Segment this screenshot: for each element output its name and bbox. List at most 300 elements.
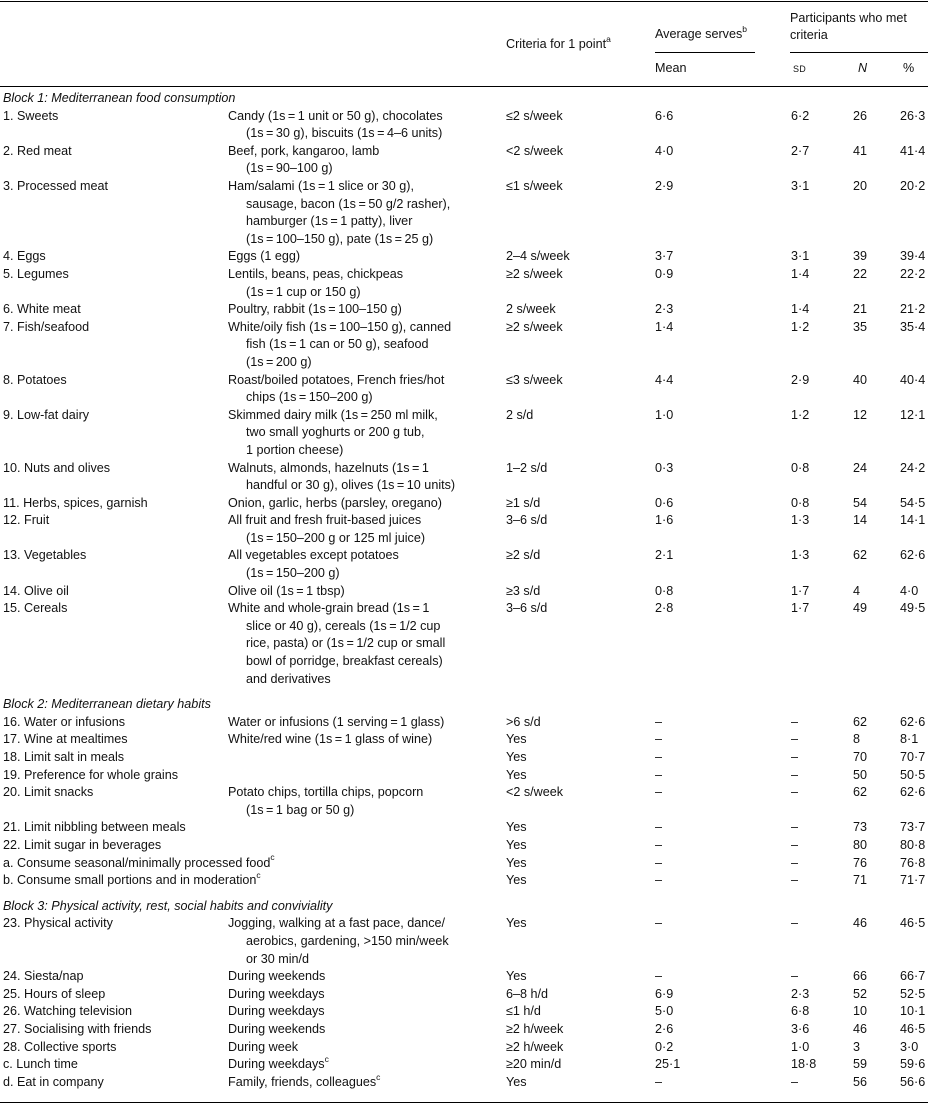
criteria-cell: Yes xyxy=(506,873,527,888)
table-row xyxy=(0,968,928,986)
row-description xyxy=(228,600,498,688)
sd-cell: – xyxy=(791,785,799,800)
criteria-cell: 2–4 s/week xyxy=(506,249,570,264)
row-item-label: 27. Socialising with friends xyxy=(3,1021,152,1036)
sd-cell: 2·3 xyxy=(791,986,810,1001)
mean-cell: – xyxy=(655,1074,663,1089)
mean-cell: – xyxy=(655,785,663,800)
description-line: rice, pasta) or (1s = 1/2 cup or small xyxy=(246,636,446,651)
row-item-label: 5. Legumes xyxy=(3,266,69,281)
mean-cell: – xyxy=(655,873,663,888)
percent-cell: 10·1 xyxy=(900,1004,926,1019)
n-cell: 62 xyxy=(853,548,868,563)
percent-cell: 40·4 xyxy=(900,372,926,387)
mean-cell: 2·9 xyxy=(655,178,674,193)
description-line: Ham/salami (1s = 1 slice or 30 g), xyxy=(228,178,414,193)
description-line: Lentils, beans, peas, chickpeas xyxy=(228,266,404,281)
table-row xyxy=(0,547,928,582)
description-line: Skimmed dairy milk (1s = 250 ml milk, xyxy=(228,407,438,422)
table-row xyxy=(0,749,928,767)
table-row xyxy=(0,301,928,319)
description-line: Family, friends, colleagues$^c$ xyxy=(228,1071,381,1089)
table-row xyxy=(0,583,928,601)
table-row xyxy=(0,872,928,890)
description-line: Eggs (1 egg) xyxy=(228,249,301,264)
row-item-label: 15. Cereals xyxy=(3,601,68,616)
mean-cell: 25·1 xyxy=(655,1057,681,1072)
mean-cell: 1·0 xyxy=(655,407,674,422)
row-item-label: 17. Wine at mealtimes xyxy=(3,732,128,747)
n-cell: 41 xyxy=(853,143,868,158)
table-row xyxy=(0,512,928,547)
mean-cell: 6·9 xyxy=(655,986,674,1001)
row-description xyxy=(228,1021,498,1039)
percent-cell: 4·0 xyxy=(900,583,919,598)
row-description xyxy=(228,1053,498,1074)
row-description xyxy=(228,512,498,547)
mean-cell: 3·7 xyxy=(655,249,674,264)
table-row xyxy=(0,495,928,513)
row-description xyxy=(228,143,498,178)
n-cell: 66 xyxy=(853,969,868,984)
criteria-cell: ≥20 min/d xyxy=(506,1057,562,1072)
sd-cell: – xyxy=(791,820,799,835)
percent-cell: 46·5 xyxy=(900,916,926,931)
row-item-label: 26. Watching television xyxy=(3,1004,133,1019)
sd-cell: – xyxy=(791,838,799,853)
criteria-cell: ≥3 s/d xyxy=(506,583,541,598)
criteria-cell: ≥1 s/d xyxy=(506,495,541,510)
sd-cell: – xyxy=(791,916,799,931)
percent-cell: 62·6 xyxy=(900,548,926,563)
criteria-cell: ≥2 s/week xyxy=(506,319,563,334)
criteria-cell: <2 s/week xyxy=(506,143,564,158)
description-line: bowl of porridge, breakfast cereals) xyxy=(246,654,443,669)
n-cell: 50 xyxy=(853,767,868,782)
row-item-label: 28. Collective sports xyxy=(3,1039,117,1054)
row-item-label: b. Consume small portions and in moderation$^c$ xyxy=(3,870,261,888)
criteria-cell: 6–8 h/d xyxy=(506,986,549,1001)
description-line: Onion, garlic, herbs (parsley, oregano) xyxy=(228,495,442,510)
percent-cell: 59·6 xyxy=(900,1057,926,1072)
row-item-label: 2. Red meat xyxy=(3,143,72,158)
n-cell: 22 xyxy=(853,266,868,281)
row-item-label: d. Eat in company xyxy=(3,1074,104,1089)
percent-cell: 26·3 xyxy=(900,108,926,123)
mean-cell: 1·4 xyxy=(655,319,674,334)
n-cell: 39 xyxy=(853,249,868,264)
participants-rule xyxy=(790,52,928,53)
table-row xyxy=(0,248,928,266)
percent-cell: 39·4 xyxy=(900,249,926,264)
row-description xyxy=(228,986,498,1004)
criteria-cell: ≤3 s/week xyxy=(506,372,563,387)
description-line: or 30 min/d xyxy=(246,951,309,966)
description-line: slice or 40 g), cereals (1s = 1/2 cup xyxy=(246,618,441,633)
mean-cell: 2·8 xyxy=(655,601,674,616)
sd-cell: 18·8 xyxy=(791,1057,817,1072)
row-item-label: 24. Siesta/nap xyxy=(3,969,84,984)
mean-cell: 2·6 xyxy=(655,1021,674,1036)
n-cell: 14 xyxy=(853,513,868,528)
row-description xyxy=(228,547,498,582)
percent-cell: 66·7 xyxy=(900,969,926,984)
sd-cell: – xyxy=(791,969,799,984)
n-cell: 62 xyxy=(853,785,868,800)
table-body xyxy=(0,90,928,1091)
mean-cell: – xyxy=(655,855,663,870)
n-cell: 46 xyxy=(853,1021,868,1036)
mean-cell: – xyxy=(655,838,663,853)
criteria-cell: ≥2 h/week xyxy=(506,1039,564,1054)
table-row xyxy=(0,266,928,301)
row-description xyxy=(228,108,498,143)
header-average-serves: Average serves$^b$ xyxy=(655,23,748,41)
criteria-cell: 3–6 s/d xyxy=(506,601,548,616)
percent-cell: 73·7 xyxy=(900,820,926,835)
n-cell: 12 xyxy=(853,407,868,422)
sd-cell: 3·1 xyxy=(791,178,810,193)
n-cell: 76 xyxy=(853,855,868,870)
row-item-label: 22. Limit sugar in beverages xyxy=(3,838,162,853)
description-line: During weekdays xyxy=(228,1004,325,1019)
row-description xyxy=(228,784,498,819)
percent-cell: 52·5 xyxy=(900,986,926,1001)
table-row xyxy=(0,767,928,785)
row-item-label: 23. Physical activity xyxy=(3,916,113,931)
row-description xyxy=(228,915,498,968)
n-cell: 10 xyxy=(853,1004,868,1019)
percent-cell: 21·2 xyxy=(900,302,926,317)
n-cell: 3 xyxy=(853,1039,861,1054)
row-description xyxy=(228,731,498,749)
row-item-label: 21. Limit nibbling between meals xyxy=(3,820,186,835)
row-item-label: 25. Hours of sleep xyxy=(3,986,106,1001)
mean-cell: – xyxy=(655,732,663,747)
n-cell: 70 xyxy=(853,750,868,765)
percent-cell: 24·2 xyxy=(900,460,926,475)
row-item-label: 3. Processed meat xyxy=(3,178,108,193)
table-row xyxy=(0,1021,928,1039)
sd-cell: – xyxy=(791,855,799,870)
block-title: Block 3: Physical activity, rest, social habits and conviviality xyxy=(3,898,333,913)
description-line: sausage, bacon (1s = 50 g/2 rasher), xyxy=(246,196,451,211)
row-item-label: 16. Water or infusions xyxy=(3,714,126,729)
row-description xyxy=(228,319,498,372)
table-row xyxy=(0,731,928,749)
table-row xyxy=(0,600,928,688)
description-line: handful or 30 g), olives (1s = 10 units) xyxy=(246,478,456,493)
header-participants-line2: criteria xyxy=(790,28,828,42)
description-line: During weekdays xyxy=(228,986,325,1001)
percent-cell: 54·5 xyxy=(900,495,926,510)
sd-cell: 3·6 xyxy=(791,1021,810,1036)
sd-cell: – xyxy=(791,732,799,747)
mean-cell: 6·6 xyxy=(655,108,674,123)
n-cell: 59 xyxy=(853,1057,868,1072)
criteria-cell: 3–6 s/d xyxy=(506,513,548,528)
table-row xyxy=(0,986,928,1004)
criteria-cell: ≤1 h/d xyxy=(506,1004,541,1019)
description-line: and derivatives xyxy=(246,671,331,686)
n-cell: 4 xyxy=(853,583,861,598)
sd-cell: 1·7 xyxy=(791,583,810,598)
row-description xyxy=(228,495,498,513)
table-row xyxy=(0,1071,928,1092)
table-row xyxy=(0,784,928,819)
row-item-label: 10. Nuts and olives xyxy=(3,460,111,475)
mean-cell: – xyxy=(655,767,663,782)
top-rule xyxy=(0,1,928,2)
description-line: Olive oil (1s = 1 tbsp) xyxy=(228,583,345,598)
n-cell: 80 xyxy=(853,838,868,853)
criteria-cell: Yes xyxy=(506,767,527,782)
row-item-label: 19. Preference for whole grains xyxy=(3,767,179,782)
row-description xyxy=(228,248,498,266)
sd-cell: 1·2 xyxy=(791,319,810,334)
description-line: hamburger (1s = 1 patty), liver xyxy=(246,214,413,229)
criteria-cell: >6 s/d xyxy=(506,714,541,729)
description-line: (1s = 100–150 g), pate (1s = 25 g) xyxy=(246,231,434,246)
sd-cell: – xyxy=(791,1074,799,1089)
percent-cell: 76·8 xyxy=(900,855,926,870)
row-description xyxy=(228,372,498,407)
percent-cell: 56·6 xyxy=(900,1074,926,1089)
sd-cell: 1·2 xyxy=(791,407,810,422)
mean-cell: 0·6 xyxy=(655,495,674,510)
description-line: 1 portion cheese) xyxy=(246,442,344,457)
percent-cell: 70·7 xyxy=(900,750,926,765)
percent-cell: 71·7 xyxy=(900,873,926,888)
criteria-cell: ≤2 s/week xyxy=(506,108,563,123)
mean-cell: 2·3 xyxy=(655,302,674,317)
sd-cell: 0·8 xyxy=(791,460,810,475)
criteria-cell: Yes xyxy=(506,855,527,870)
criteria-cell: Yes xyxy=(506,1074,527,1089)
mean-cell: – xyxy=(655,969,663,984)
description-line: During week xyxy=(228,1039,298,1054)
n-cell: 35 xyxy=(853,319,868,334)
n-cell: 8 xyxy=(853,732,861,747)
sd-cell: 2·9 xyxy=(791,372,810,387)
description-line: Poultry, rabbit (1s = 100–150 g) xyxy=(228,302,402,317)
table-row xyxy=(0,819,928,837)
sd-cell: 6·2 xyxy=(791,108,810,123)
row-item-label: 6. White meat xyxy=(3,302,81,317)
table-row xyxy=(0,1053,928,1074)
n-cell: 62 xyxy=(853,714,868,729)
header-rule xyxy=(0,86,928,87)
percent-cell: 12·1 xyxy=(900,407,926,422)
n-cell: 46 xyxy=(853,916,868,931)
row-item-label: 8. Potatoes xyxy=(3,372,67,387)
table-row xyxy=(0,1039,928,1057)
table-row xyxy=(0,1003,928,1021)
row-description xyxy=(228,407,498,460)
description-line: Beef, pork, kangaroo, lamb xyxy=(228,143,380,158)
row-description xyxy=(228,1039,498,1057)
description-line: (1s = 1 cup or 150 g) xyxy=(246,284,361,299)
row-description xyxy=(228,714,498,732)
n-cell: 24 xyxy=(853,460,868,475)
description-line: Roast/boiled potatoes, French fries/hot xyxy=(228,372,445,387)
n-cell: 71 xyxy=(853,873,868,888)
table-row xyxy=(0,319,928,372)
n-cell: 49 xyxy=(853,601,868,616)
criteria-cell: ≤1 s/week xyxy=(506,178,563,193)
table-row xyxy=(0,407,928,460)
row-item-label: c. Lunch time xyxy=(3,1057,78,1072)
description-line: (1s = 30 g), biscuits (1s = 4–6 units) xyxy=(246,126,443,141)
mean-cell: 1·6 xyxy=(655,513,674,528)
n-cell: 21 xyxy=(853,302,868,317)
header-sd: SD xyxy=(793,64,807,74)
description-line: (1s = 90–100 g) xyxy=(246,161,333,176)
criteria-cell: Yes xyxy=(506,750,527,765)
description-line: fish (1s = 1 can or 50 g), seafood xyxy=(246,337,429,352)
mean-cell: – xyxy=(655,820,663,835)
percent-cell: 3·0 xyxy=(900,1039,919,1054)
n-cell: 56 xyxy=(853,1074,868,1089)
criteria-cell: Yes xyxy=(506,838,527,853)
description-line: Potato chips, tortilla chips, popcorn xyxy=(228,785,424,800)
row-description xyxy=(228,968,498,986)
sd-cell: – xyxy=(791,750,799,765)
mean-cell: – xyxy=(655,750,663,765)
sd-cell: 1·0 xyxy=(791,1039,810,1054)
percent-cell: 62·6 xyxy=(900,714,926,729)
table-row xyxy=(0,837,928,855)
table-row xyxy=(0,143,928,178)
percent-cell: 80·8 xyxy=(900,838,926,853)
mean-cell: 4·4 xyxy=(655,372,674,387)
percent-cell: 8·1 xyxy=(900,732,919,747)
row-item-label: 20. Limit snacks xyxy=(3,785,94,800)
table-row xyxy=(0,178,928,248)
mean-cell: 0·9 xyxy=(655,266,674,281)
mean-cell: 0·2 xyxy=(655,1039,674,1054)
row-description xyxy=(228,1071,498,1092)
percent-cell: 62·6 xyxy=(900,785,926,800)
description-line: (1s = 200 g) xyxy=(246,354,312,369)
description-line: Water or infusions (1 serving = 1 glass) xyxy=(228,714,445,729)
description-line: (1s = 150–200 g or 125 ml juice) xyxy=(246,530,426,545)
table-row xyxy=(0,915,928,968)
criteria-cell: Yes xyxy=(506,969,527,984)
description-line: aerobics, gardening, >150 min/week xyxy=(246,933,449,948)
sd-cell: 1·3 xyxy=(791,548,810,563)
header-n: N xyxy=(858,61,868,75)
description-line: two small yoghurts or 200 g tub, xyxy=(246,425,425,440)
criteria-cell: ≥2 s/week xyxy=(506,266,563,281)
sd-cell: – xyxy=(791,714,799,729)
n-cell: 52 xyxy=(853,986,868,1001)
sd-cell: – xyxy=(791,767,799,782)
mean-cell: – xyxy=(655,916,663,931)
header-criteria: Criteria for 1 point$^a$ xyxy=(506,33,611,51)
sd-cell: 0·8 xyxy=(791,495,810,510)
description-line: chips (1s = 150–200 g) xyxy=(246,390,373,405)
sd-cell: 6·8 xyxy=(791,1004,810,1019)
criteria-cell: 2 s/week xyxy=(506,302,556,317)
row-description xyxy=(228,583,498,601)
description-line: White/oily fish (1s = 100–150 g), canned xyxy=(228,319,452,334)
block-title: Block 2: Mediterranean dietary habits xyxy=(3,697,211,712)
sd-cell: 3·1 xyxy=(791,249,810,264)
header-mean: Mean xyxy=(655,61,687,75)
table-row xyxy=(0,460,928,495)
percent-cell: 50·5 xyxy=(900,767,926,782)
mean-cell: 5·0 xyxy=(655,1004,674,1019)
criteria-cell: 2 s/d xyxy=(506,407,534,422)
row-item-label: 9. Low-fat dairy xyxy=(3,407,90,422)
percent-cell: 46·5 xyxy=(900,1021,926,1036)
description-line: All fruit and fresh fruit-based juices xyxy=(228,513,422,528)
percent-cell: 14·1 xyxy=(900,513,926,528)
row-description xyxy=(228,460,498,495)
criteria-cell: Yes xyxy=(506,820,527,835)
row-description xyxy=(228,266,498,301)
criteria-cell: Yes xyxy=(506,732,527,747)
row-item-label: 4. Eggs xyxy=(3,249,46,264)
description-line: All vegetables except potatoes xyxy=(228,548,399,563)
percent-cell: 49·5 xyxy=(900,601,926,616)
mean-cell: – xyxy=(655,714,663,729)
row-description xyxy=(228,178,498,248)
percent-cell: 41·4 xyxy=(900,143,926,158)
row-item-label: 11. Herbs, spices, garnish xyxy=(3,495,148,510)
criteria-cell: Yes xyxy=(506,916,527,931)
description-line: (1s = 1 bag or 50 g) xyxy=(246,802,355,817)
row-item-label: a. Consume seasonal/minimally processed food$^c$ xyxy=(3,852,275,870)
n-cell: 20 xyxy=(853,178,868,193)
table-row xyxy=(0,372,928,407)
row-item-label: 13. Vegetables xyxy=(3,548,87,563)
sd-cell: 2·7 xyxy=(791,143,810,158)
sd-cell: 1·3 xyxy=(791,513,810,528)
block-title: Block 1: Mediterranean food consumption xyxy=(3,91,236,105)
sd-cell: 1·7 xyxy=(791,601,810,616)
mean-cell: 0·8 xyxy=(655,583,674,598)
description-line: During weekdays$^c$ xyxy=(228,1053,329,1072)
row-description xyxy=(228,301,498,319)
description-line: White/red wine (1s = 1 glass of wine) xyxy=(228,732,433,747)
mean-cell: 2·1 xyxy=(655,548,674,563)
table-row xyxy=(0,852,928,873)
row-item-label: 14. Olive oil xyxy=(3,583,69,598)
header-participants-line1: Participants who met xyxy=(790,11,907,25)
row-item-label: 7. Fish/seafood xyxy=(3,319,90,334)
description-line: (1s = 150–200 g) xyxy=(246,566,340,581)
description-line: Walnuts, almonds, hazelnuts (1s = 1 xyxy=(228,460,429,475)
bottom-rule xyxy=(0,1102,928,1103)
header-percent: % xyxy=(903,61,915,75)
percent-cell: 20·2 xyxy=(900,178,926,193)
percent-cell: 35·4 xyxy=(900,319,926,334)
n-cell: 26 xyxy=(853,108,868,123)
n-cell: 40 xyxy=(853,372,868,387)
sd-cell: – xyxy=(791,873,799,888)
row-description xyxy=(228,1003,498,1021)
average-serves-rule xyxy=(655,52,755,53)
mean-cell: 0·3 xyxy=(655,460,674,475)
description-line: Candy (1s = 1 unit or 50 g), chocolates xyxy=(228,108,443,123)
criteria-cell: ≥2 s/d xyxy=(506,548,541,563)
description-line: During weekends xyxy=(228,1021,326,1036)
percent-cell: 22·2 xyxy=(900,266,926,281)
criteria-cell: <2 s/week xyxy=(506,785,564,800)
criteria-cell: ≥2 h/week xyxy=(506,1021,564,1036)
